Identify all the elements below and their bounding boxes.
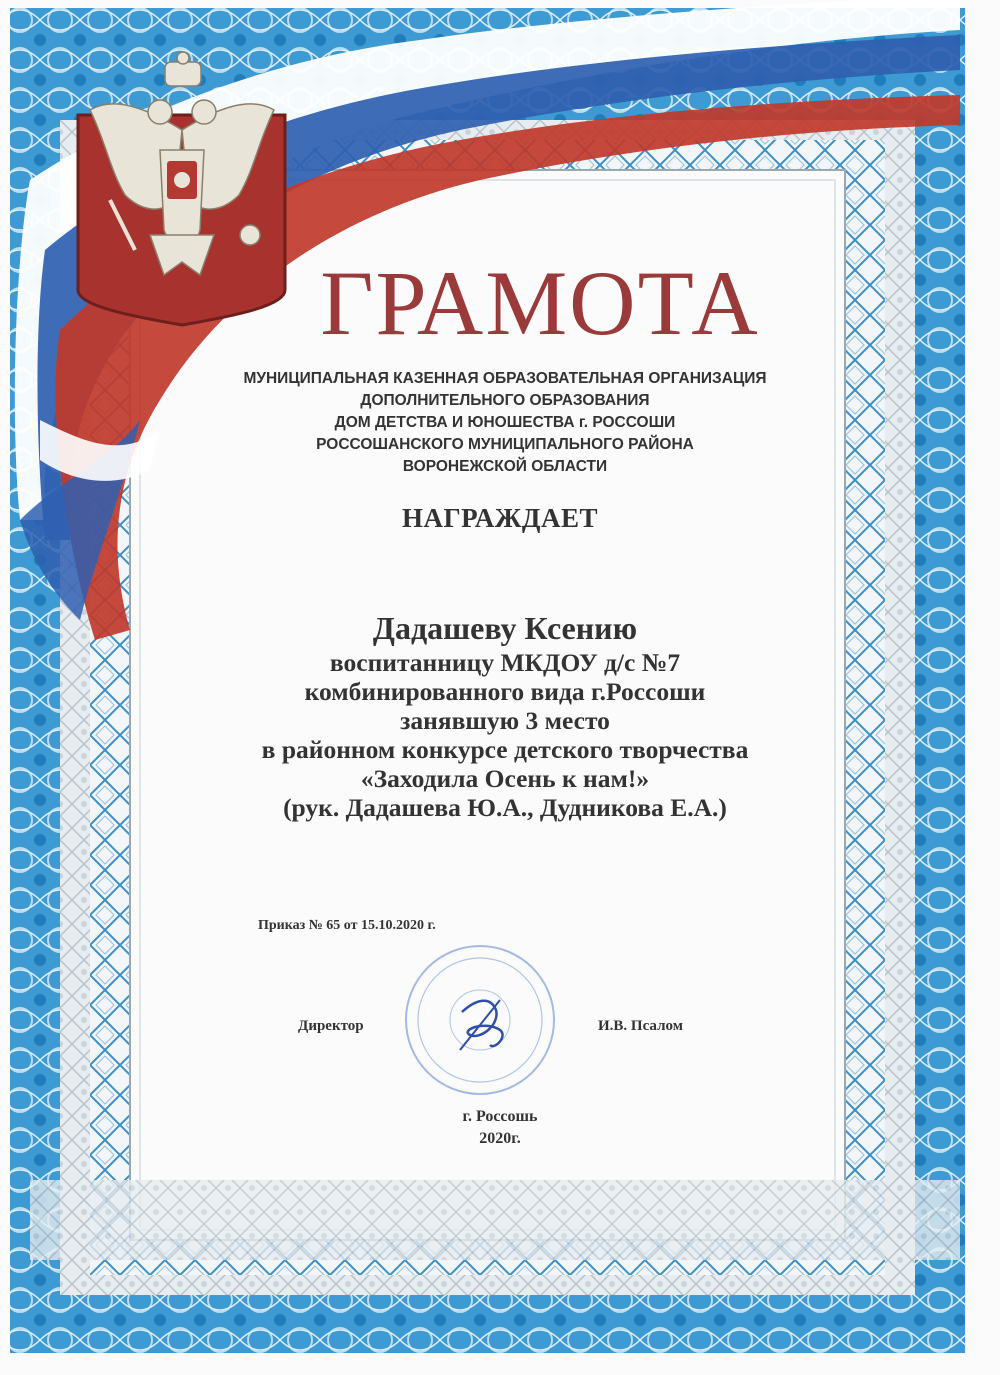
place-and-year (420, 1106, 580, 1150)
organization-block (170, 368, 840, 478)
recipient-name: Дадашеву Ксению (372, 610, 638, 646)
year: 2020г. (479, 1130, 521, 1147)
org-line: МУНИЦИПАЛЬНАЯ КАЗЕННАЯ ОБРАЗОВАТЕЛЬНАЯ ОРГАНИЗАЦИЯ (243, 370, 767, 387)
body-line: занявшую 3 место (400, 706, 610, 735)
body-line: в районном конкурсе детского творчества (261, 735, 749, 764)
body-line: комбинированного вида г.Россоши (304, 677, 706, 706)
org-line: ВОРОНЕЖСКОЙ ОБЛАСТИ (402, 458, 608, 475)
director-label: Директор (298, 1018, 364, 1034)
order-reference: Приказ № 65 от 15.10.2020 г. (258, 918, 436, 933)
award-heading: НАГРАЖДАЕТ (401, 503, 598, 533)
director-name: И.В. Псалом (598, 1018, 683, 1034)
award-body (170, 608, 840, 822)
body-line: «Заходила Осень к нам!» (360, 764, 650, 793)
org-line: ДОМ ДЕТСТВА И ЮНОШЕСТВА г. РОССОШИ (334, 414, 676, 431)
body-line: (рук. Дадашева Ю.А., Дудникова Е.А.) (283, 793, 727, 822)
org-line: РОССОШАНСКОГО МУНИЦИПАЛЬНОГО РАЙОНА (316, 436, 694, 453)
certificate-title: ГРАМОТА (320, 252, 760, 354)
city: г. Россошь (462, 1108, 538, 1125)
org-line: ДОПОЛНИТЕЛЬНОГО ОБРАЗОВАНИЯ (360, 392, 650, 409)
body-line: воспитанницу МКДОУ д/с №7 (329, 648, 681, 677)
